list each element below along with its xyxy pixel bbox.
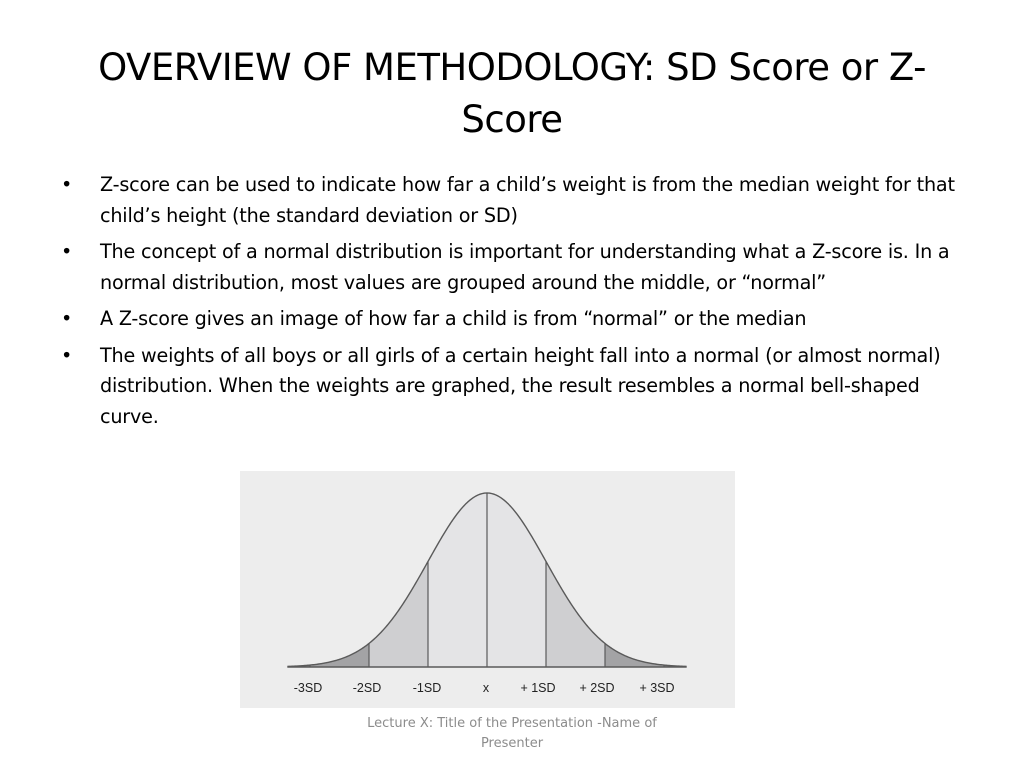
normal-distribution-figure	[240, 471, 735, 708]
axis-label: -2SD	[352, 681, 382, 695]
bullet-symbol: •	[61, 173, 73, 196]
slide-footer: Lecture X: Title of the Presentation -Name of Presenter	[367, 716, 657, 751]
bullet-symbol: •	[61, 307, 73, 330]
axis-label: -3SD	[293, 681, 323, 695]
bullet-text: The concept of a normal distribution is important for understanding what a Z-score is. In a normal distribution, most values are grouped around the middle, or “normal”	[100, 240, 950, 294]
bullet-text: A Z-score gives an image of how far a child is from “normal” or the median	[100, 307, 807, 330]
axis-label: + 3SD	[639, 681, 675, 695]
bullet-list	[58, 170, 976, 438]
slide-title: OVERVIEW OF METHODOLOGY: SD Score or Z-Score	[98, 46, 926, 141]
bullet-item	[58, 304, 976, 335]
bullet-item	[58, 170, 976, 231]
axis-label: + 1SD	[520, 681, 556, 695]
axis-label: -1SD	[412, 681, 442, 695]
bell-curve-svg	[240, 471, 735, 708]
axis-label: + 2SD	[579, 681, 615, 695]
bullet-item	[58, 341, 976, 433]
bullet-symbol: •	[61, 343, 73, 367]
bullet-text: The weights of all boys or all girls of a certain height fall into a normal (or almost normal) distribution. When the weights are graphed, the result resembles a normal bell-shaped curve.	[100, 343, 941, 428]
axis-label: x	[482, 681, 490, 695]
bullet-text: Z-score can be used to indicate how far a child’s weight is from the median weight for that child’s height (the standard deviation or SD)	[100, 173, 955, 227]
bullet-symbol: •	[61, 240, 73, 263]
bullet-item	[58, 237, 976, 298]
